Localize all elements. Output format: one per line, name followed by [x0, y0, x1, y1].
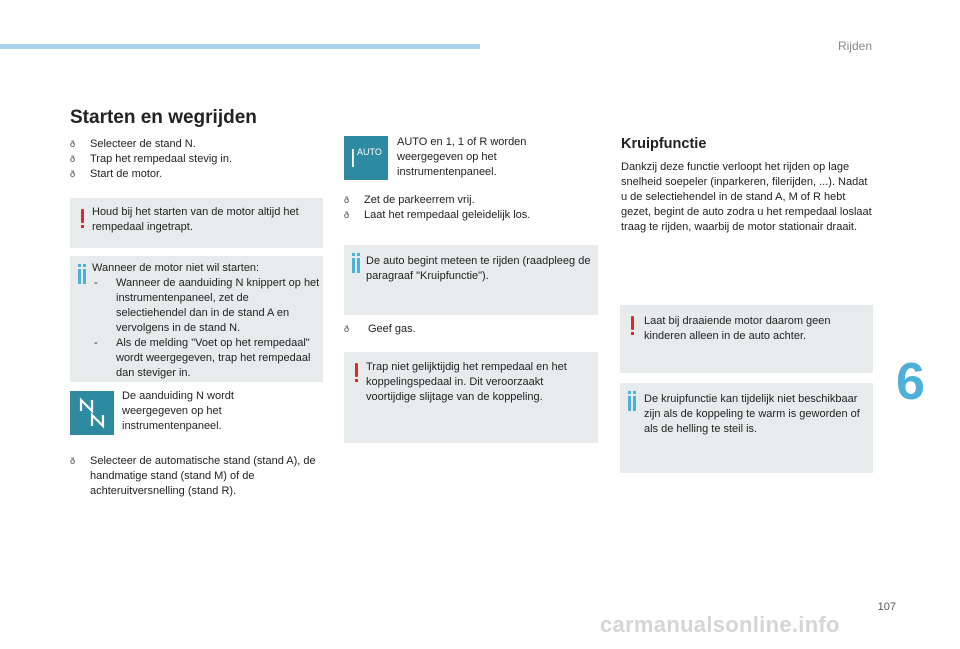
info-text: De kruipfunctie kan tijdelijk niet beschikbaar zijn als de koppeling te warm is geworden of als de helling te steil is. — [644, 393, 860, 435]
watermark: carmanualsonline.info — [600, 612, 840, 637]
info-text: De auto begint meteen te rijden (raadpleeg de paragraaf "Kruipfunctie"). — [366, 255, 591, 282]
list-item: ð Start de motor. — [70, 167, 320, 182]
page-number: 107 — [877, 601, 896, 613]
auto-indicator-icon — [344, 136, 388, 180]
info-icon — [628, 391, 638, 413]
page-title: Starten en wegrijden — [70, 107, 257, 128]
info-list — [92, 276, 320, 381]
gas-step — [344, 322, 594, 337]
info-icon — [78, 264, 88, 286]
warning-text: Trap niet gelijktijdig het rempedaal en het koppelingspedaal in. Dit veroorzaakt voortijdige slijtage van de koppeling. — [366, 361, 567, 403]
select-step — [70, 454, 320, 499]
checkbox-bullet-icon: ð — [344, 324, 350, 334]
warning-icon — [353, 363, 359, 385]
list-item: - Als de melding "Voet op het rempedaal" wordt weergegeven, trap het rempedaal dan steviger in. — [92, 336, 320, 381]
list-item: ð Laat het rempedaal geleidelijk los. — [344, 208, 594, 223]
gas-step-text: Geef gas. — [368, 323, 416, 335]
info-intro: Wanneer de motor niet wil starten: — [92, 262, 260, 274]
header-accent-bar — [0, 44, 480, 49]
auto-indicator-text: AUTO en 1, 1 of R worden weergegeven op het instrumentenpaneel. — [397, 136, 527, 178]
list-item: - Wanneer de aanduiding N knippert op het instrumentenpaneel, zet de selectiehendel dan in de stand A en vervolgens in de stand N. — [92, 276, 320, 336]
warning-icon — [629, 316, 635, 338]
info-box — [620, 383, 873, 473]
auto-icon-label: AUTO — [357, 147, 382, 157]
select-step-text: Selecteer de automatische stand (stand A), de handmatige stand (stand M) of de achteruitversnelling (stand R). — [90, 455, 316, 497]
info-box — [70, 256, 323, 382]
n-gear-indicator-icon — [70, 391, 114, 435]
start-steps-list — [70, 137, 320, 182]
warning-box — [70, 198, 323, 248]
release-steps-list — [344, 193, 594, 223]
warning-icon — [79, 209, 85, 231]
warning-text: Laat bij draaiende motor daarom geen kinderen alleen in de auto achter. — [644, 315, 831, 342]
info-icon — [352, 253, 362, 275]
n-indicator-text: De aanduiding N wordt weergegeven op het instrumentenpaneel. — [122, 390, 234, 432]
warning-text: Houd bij het starten van de motor altijd het rempedaal ingetrapt. — [92, 206, 299, 233]
info-box — [344, 245, 598, 315]
checkbox-bullet-icon: ð — [70, 456, 76, 466]
section-header: Rijden — [837, 39, 872, 53]
info-content — [92, 261, 320, 381]
warning-box — [344, 352, 598, 443]
list-item: ð Zet de parkeerrem vrij. — [344, 193, 594, 208]
list-item: ð Selecteer de stand N. — [70, 137, 320, 152]
list-item: ð Trap het rempedaal stevig in. — [70, 152, 320, 167]
kruip-paragraph: Dankzij deze functie verloopt het rijden op lage snelheid soepeler (inparkeren, filerijden, ...). Nadat u de selectiehendel in de stand A, M of R hebt gezet, begint de auto zodra u het rempedaal loslaat traag te rijden, waarbij de motor stationair draait. — [621, 161, 872, 233]
warning-box — [620, 305, 873, 373]
section-heading: Kruipfunctie — [621, 136, 707, 152]
chapter-number: 6 — [896, 353, 925, 411]
